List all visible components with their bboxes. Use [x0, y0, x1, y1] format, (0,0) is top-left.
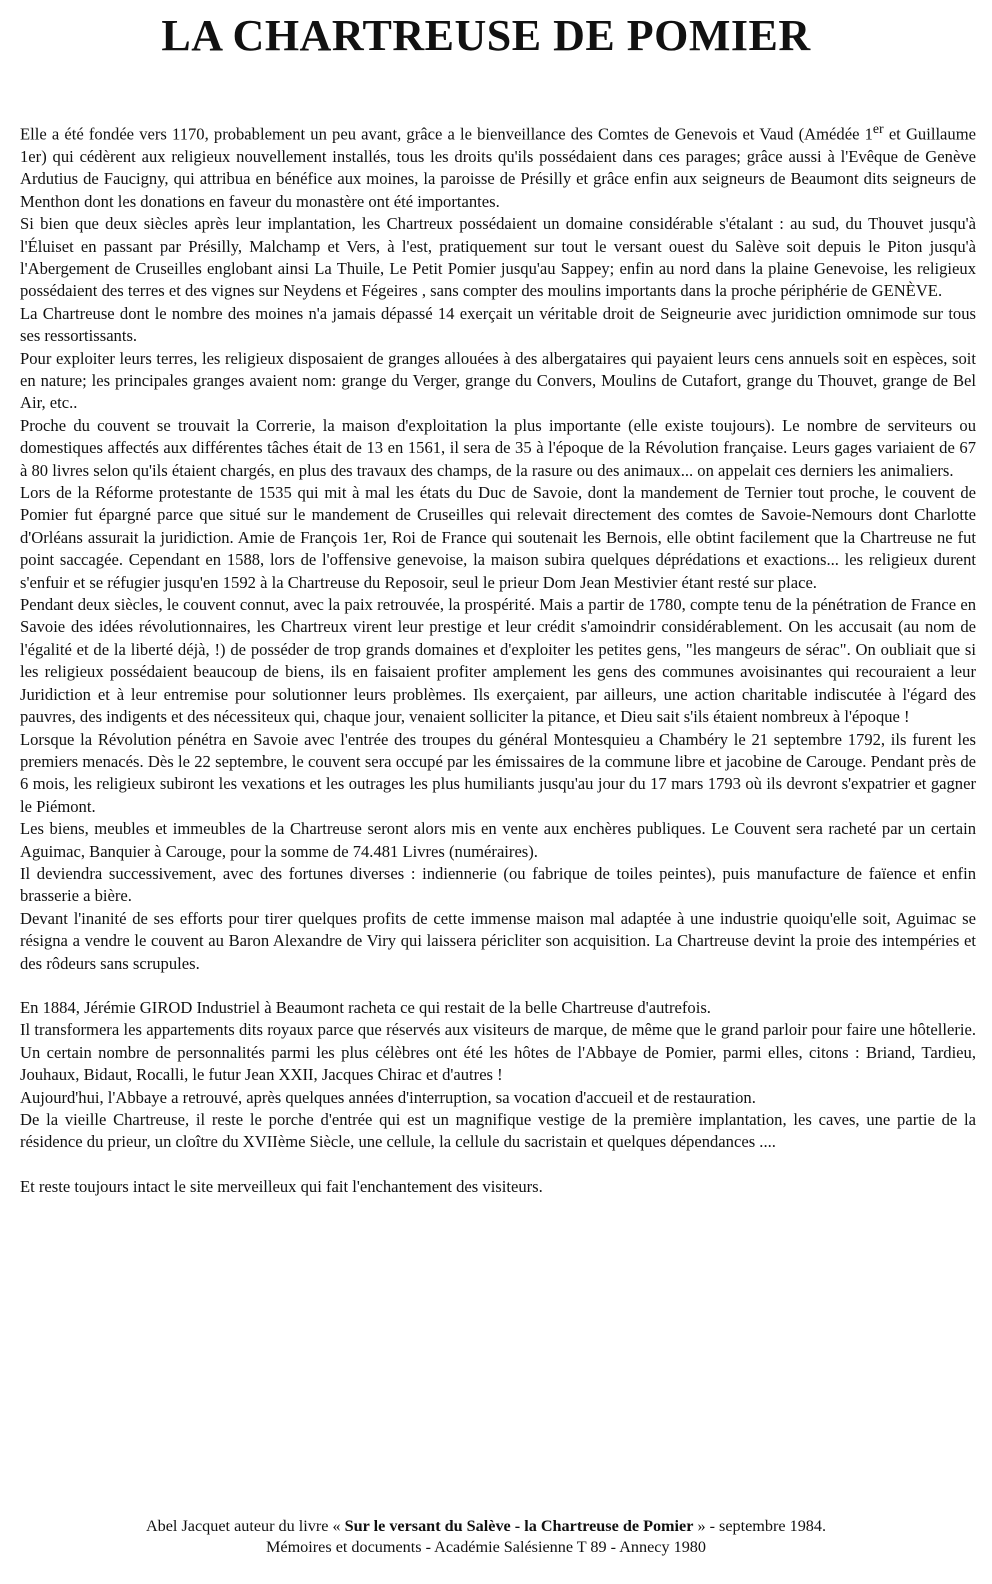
paragraph-girod: En 1884, Jérémie GIROD Industriel à Beaumont racheta ce qui restait de la belle Chartreuse d'autrefois. [20, 997, 711, 1017]
paragraph-aujourdhui: Aujourd'hui, l'Abbaye a retrouvé, après quelques années d'interruption, sa vocation d'accueil et de restauration. [20, 1087, 756, 1107]
citation-line-book: Abel Jacquet auteur du livre « Sur le versant du Salève - la Chartreuse de Pomier » - septembre 1984. [145, 1517, 827, 1535]
superscript-ordinal: er [872, 121, 884, 136]
paragraph-seigneurie: La Chartreuse dont le nombre des moines n'a jamais dépassé 14 exerçait un véritable droit de Seigneurie avec juridiction omnimode sur tous ses ressortissants. [20, 303, 976, 346]
paragraph-reforme: Lors de la Réforme protestante de 1535 qui mit à mal les états du Duc de Savoie, dont la mandement de Ternier tout proche, le couvent de Pomier fut épargné parce que situé sur le mandement de Cruseilles qui relevait directement des comtes de Savoie-Nemours dont Charlotte d'Orléans assurait la juridiction. Amie de François 1er, Roi de France qui soutenait les Bernois, elle obtint facilement que la Chartreuse ne fut point saccagée. Cependant en 1588, lors de l'offensive genevoise, la maison subira quelques déprédations et exactions... les religieux durent s'enfuir et se réfugier jusqu'en 1592 à la Chartreuse du Reposoir, seul le prieur Dom Jean Mestivier étant resté sur place. [20, 483, 976, 592]
paragraph-revolution: Lorsque la Révolution pénétra en Savoie avec l'entrée des troupes du général Montesquieu a Chambéry le 21 septembre 1792, ils furent les premiers menacés. Dès le 22 septembre, le couvent sera occupé par les émissaires de la commune libre et jacobine de Carouge. Pendant près de 6 mois, les religieux subiront les vexations et les outrages les plus humiliants jusqu'au jour du 17 mars 1793 où ils devront s'expatrier et gagner le Piémont. [20, 729, 976, 816]
book-title: Sur le versant du Salève - la Chartreuse de Pomier [344, 1517, 694, 1535]
paragraph-viry: Devant l'inanité de ses efforts pour tirer quelques profits de cette immense maison mal adaptée à une industrie quoiqu'elle soit, Aguimac se résigna a vendre le couvent au Baron Alexandre de Viry qui laissera péricliter son acquisition. La Chartreuse devint la proie des intempéries et des rôdeurs sans scrupules. [20, 908, 976, 973]
paragraph-granges: Pour exploiter leurs terres, les religieux disposaient de granges allouées à des albergataires qui payaient leurs cens annuels soit en espèces, soit en nature; les principales granges avaient nom: grange du Verger, grange du Convers, Moulins de Cutafort, grange du Thouvet, grange de Bel Air, etc.. [20, 348, 976, 413]
paragraph-site: Et reste toujours intact le site merveilleux qui fait l'enchantement des visiteurs. [20, 1176, 543, 1196]
citation-footer [0, 1516, 972, 1558]
paragraph-vestiges: De la vieille Chartreuse, il reste le porche d'entrée qui est un magnifique vestige de la première implantation, les caves, une partie de la résidence du prieur, un cloître du XVIIème Siècle, une cellule, la cellule du sacristain et quelques dépendances .... [20, 1110, 976, 1152]
paragraph-foundation: Elle a été fondée vers 1170, probablement un peu avant, grâce a le bienveillance des Comtes de Genevois et Vaud (Amédée 1er et Guillaume 1er) qui cédèrent aux religieux nouvellement installés, tous les droits qu'ils possédaient dans ces parages; grâce aussi à l'Evêque de Genève Ardutius de Faucigny, qui attribua en bénéfice aux moines, la paroisse de Présilly et grâce enfin aux seigneurs de Beaumont dits seigneurs de Menthon dont les donations en faveur du monastère ont été importantes. [20, 121, 976, 211]
article-body [20, 118, 976, 1198]
paragraph-vente: Les biens, meubles et immeubles de la Chartreuse seront alors mis en vente aux enchères publiques. Le Couvent sera racheté par un certain Aguimac, Banquier à Carouge, pour la somme de 74.481 Livres (numéraires). [20, 819, 976, 861]
paragraph-domain: Si bien que deux siècles après leur implantation, les Chartreux possédaient un domaine considérable s'étalant : au sud, du Thouvet jusqu'à l'Éluiset en passant par Présilly, Malchamp et Vers, à l'est, pratiquement sur tout le versant ouest du Salève soit depuis le Piton jusqu'à l'Abergement de Cruseilles englobant ainsi La Thuile, Le Petit Pomier jusqu'au Sappey; enfin au nord dans la plaine Genevoise, les religieux possédaient des terres et des vignes sur Neydens et Fégeires , sans compter des moulins importants dans la proche périphérie de GENÈVE. [20, 214, 976, 301]
page-title: LA CHARTREUSE DE POMIER [161, 11, 811, 60]
paragraph-hotellerie: Il transformera les appartements dits royaux parce que réservés aux visiteurs de marque, de même que le grand parloir pour faire une hôtellerie. Un certain nombre de personnalités parmi les plus célèbres ont été les hôtes de l'Abbaye de Pomier, parmi elles, citons : Briand, Tardieu, Jouhaux, Bidaut, Rocalli, le futur Jean XXII, Jacques Chirac et d'autres ! [20, 1020, 976, 1085]
paragraph-correrie: Proche du couvent se trouvait la Correrie, la maison d'exploitation la plus importante (elle existe toujours). Le nombre de serviteurs ou domestiques affectés aux différentes tâches était de 13 en 1561, il sera de 35 à l'époque de la Révolution française. Leurs gages variaient de 67 à 80 livres selon qu'ils étaient chargés, en plus des travaux des champs, de la rasure ou des animaux... on appelait ces derniers les animaliers. [20, 415, 976, 480]
paragraph-industrie: Il deviendra successivement, avec des fortunes diverses : indiennerie (ou fabrique de toiles peintes), puis manufacture de faïence et enfin brasserie a bière. [20, 863, 976, 906]
paragraph-prosperite: Pendant deux siècles, le couvent connut, avec la paix retrouvée, la prospérité. Mais a partir de 1780, compte tenu de la pénétration de France en Savoie des idées révolutionnaires, les Chartreux virent leur prestige et leur crédit s'amoindrir considérablement. On les accusait (au nom de l'égalité et de la liberté déjà, !) de posséder de trop grands domaines et d'exploiter les petites gens, "les mangeurs de sérac". On oubliait que si les religieux possédaient beaucoup de biens, ils en faisaient profiter amplement les gens des communes avoisinantes qui recouraient a leur Juridiction et à leur entremise pour solutionner leurs problèmes. Ils exerçaient, par ailleurs, une action charitable indiscutée à l'égard des pauvres, des indigents et des nécessiteux qui, chaque jour, venaient solliciter la pitance, et Dieu sait s'ils étaient nombreux à l'époque ! [20, 595, 976, 727]
citation-line-source: Mémoires et documents - Académie Salésienne T 89 - Annecy 1980 [266, 1538, 706, 1556]
